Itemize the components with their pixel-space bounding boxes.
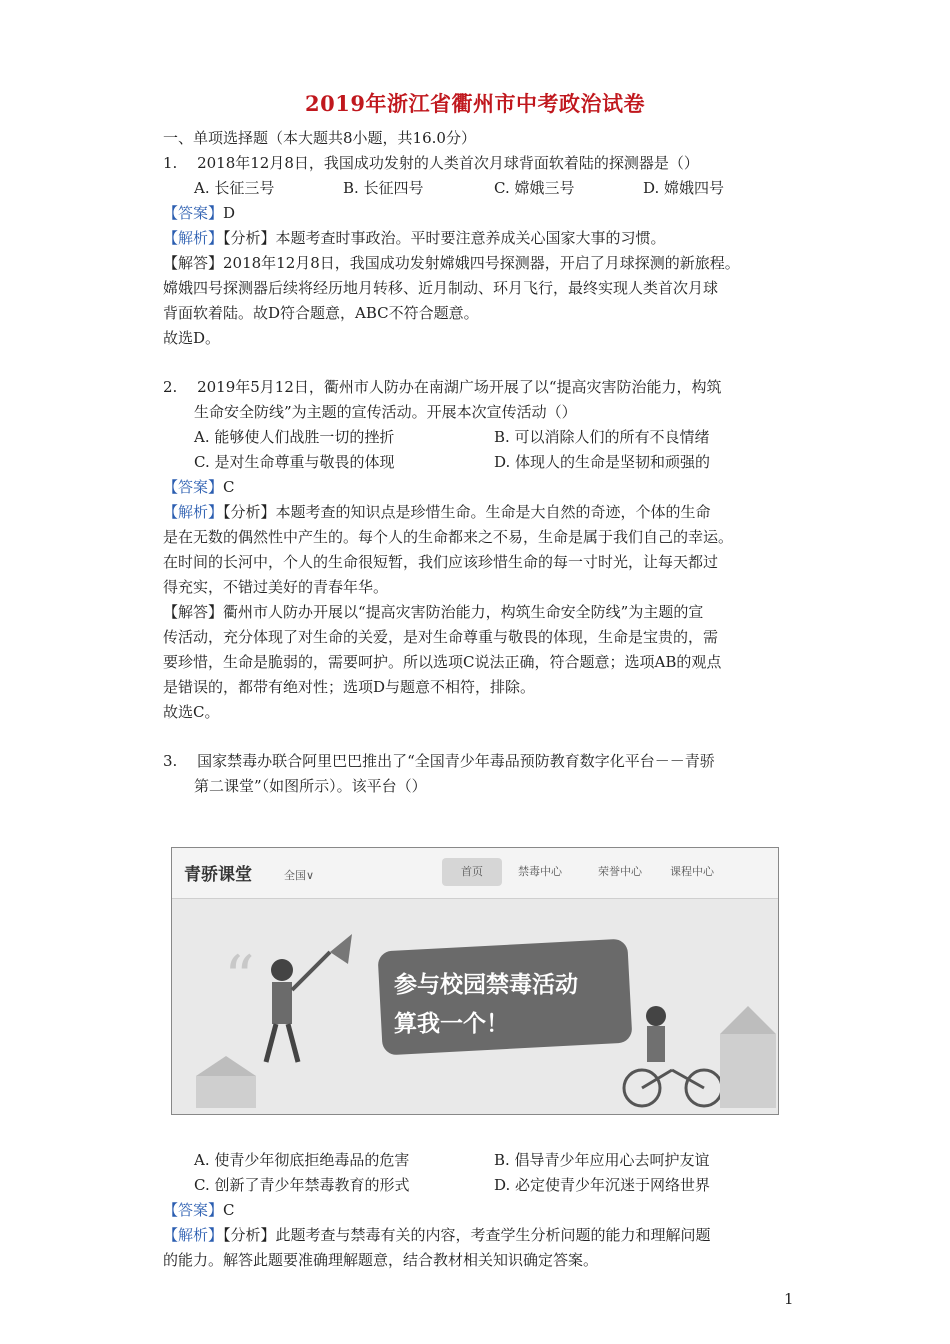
q3-option-b: B. 倡导青少年应用心去呵护友谊 <box>494 1151 710 1169</box>
q2-analysis-row <box>163 502 711 522</box>
q2-solution-3: 要珍惜，生命是脆弱的，需要呵护。所以选项C说法正确，符合题意；选项AB的观点 <box>163 653 722 671</box>
q3-answer-row <box>163 1200 235 1220</box>
region-selector: 全国∨ <box>284 869 315 882</box>
answer-tag: 【答案】 <box>163 478 224 496</box>
answer-tag: 【答案】 <box>163 204 224 222</box>
q3-stem-1: 3. 国家禁毒办联合阿里巴巴推出了“全国青少年毒品预防教育数字化平台－－青骄 <box>163 752 715 770</box>
q2-analysis-2: 是在无数的偶然性中产生的。每个人的生命都来之不易，生命是属于我们自己的幸运。 <box>163 528 734 546</box>
q1-analysis: 【分析】本题考查时事政治。平时要注意养成关心国家大事的习惯。 <box>223 229 666 247</box>
svg-text:“: “ <box>224 943 255 1013</box>
section-heading: 一、单项选择题（本大题共8小题，共16.0分） <box>163 129 476 147</box>
q2-analysis-3: 在时间的长河中，个人的生命很短暂，我们应该珍惜生命的每一寸时光，让每天都过 <box>163 553 719 571</box>
q3-analysis-row <box>163 1225 711 1245</box>
page-number: 1 <box>784 1290 794 1308</box>
q3-stem-2: 第二课堂”（如图所示）。该平台（） <box>194 777 427 795</box>
banner-slogan-line-1: 参与校园禁毒活动 <box>394 972 578 998</box>
q1-stem: 1. 2018年12月8日，我国成功发射的人类首次月球背面软着陆的探测器是（） <box>163 154 699 172</box>
site-logo: 青骄课堂 <box>184 865 252 885</box>
q1-solution-1: 【解答】2018年12月8日，我国成功发射嫦娥四号探测器，开启了月球探测的新旅程。 <box>163 254 740 272</box>
q1-answer-row <box>163 203 235 223</box>
q2-answer-row <box>163 477 235 497</box>
q1-solution-3: 背面软着陆。故D符合题意，ABC不符合题意。 <box>163 304 479 322</box>
q1-answer: D <box>223 204 236 222</box>
q2-stem-1: 2. 2019年5月12日，衢州市人防办在南湖广场开展了以“提高灾害防治能力，构筑 <box>163 378 722 396</box>
q2-conclusion: 故选C。 <box>163 703 220 721</box>
q2-stem-2: 生命安全防线”为主题的宣传活动。开展本次宣传活动（） <box>194 403 577 421</box>
page-title: 2019年浙江省衢州市中考政治试卷 <box>305 91 645 116</box>
q1-option-b: B. 长征四号 <box>343 179 424 197</box>
q1-option-a: A. 长征三号 <box>194 179 275 197</box>
analysis-tag: 【解析】 <box>163 1226 224 1244</box>
platform-screenshot-figure <box>171 847 779 1115</box>
q3-option-d: D. 必定使青少年沉迷于网络世界 <box>494 1176 711 1194</box>
q1-option-c: C. 嫦娥三号 <box>494 179 575 197</box>
answer-tag: 【答案】 <box>163 1201 224 1219</box>
q2-option-b: B. 可以消除人们的所有不良情绪 <box>494 428 710 446</box>
q2-option-c: C. 是对生命尊重与敬畏的体现 <box>194 453 395 471</box>
analysis-tag: 【解析】 <box>163 503 224 521</box>
q2-solution-1: 【解答】衢州市人防办开展以“提高灾害防治能力，构筑生命安全防线”为主题的宣 <box>163 603 704 621</box>
analysis-tag: 【解析】 <box>163 229 224 247</box>
tab-home: 首页 <box>442 858 502 886</box>
q2-answer: C <box>223 478 235 496</box>
q1-conclusion: 故选D。 <box>163 329 221 347</box>
q2-option-a: A. 能够使人们战胜一切的挫折 <box>194 428 395 446</box>
q2-option-d: D. 体现人的生命是坚韧和顽强的 <box>494 453 711 471</box>
q3-answer: C <box>223 1201 235 1219</box>
tab-course-center: 课程中心 <box>670 865 714 878</box>
tab-honor-center: 荣誉中心 <box>598 865 642 878</box>
q3-analysis-1: 【分析】此题考查与禁毒有关的内容，考查学生分析问题的能力和理解问题 <box>223 1226 711 1244</box>
q1-analysis-row <box>163 228 666 248</box>
q3-option-c: C. 创新了青少年禁毒教育的形式 <box>194 1176 410 1194</box>
tab-drug-center: 禁毒中心 <box>518 865 562 878</box>
q1-option-d: D. 嫦娥四号 <box>643 179 725 197</box>
q3-analysis-2: 的能力。解答此题要准确理解题意，结合教材相关知识确定答案。 <box>163 1251 599 1269</box>
banner-slogan-line-2: 算我一个！ <box>394 1011 509 1037</box>
q2-solution-2: 传活动，充分体现了对生命的关爱，是对生命尊重与敬畏的体现，生命是宝贵的，需 <box>163 628 719 646</box>
q2-solution-4: 是错误的，都带有绝对性；选项D与题意不相符，排除。 <box>163 678 536 696</box>
q1-solution-2: 嫦娥四号探测器后续将经历地月转移、近月制动、环月飞行，最终实现人类首次月球 <box>163 279 719 297</box>
q2-analysis-4: 得充实，不错过美好的青春年华。 <box>163 578 389 596</box>
q3-option-a: A. 使青少年彻底拒绝毒品的危害 <box>194 1151 410 1169</box>
q2-analysis-1: 【分析】本题考查的知识点是珍惜生命。生命是大自然的奇迹，个体的生命 <box>223 503 711 521</box>
